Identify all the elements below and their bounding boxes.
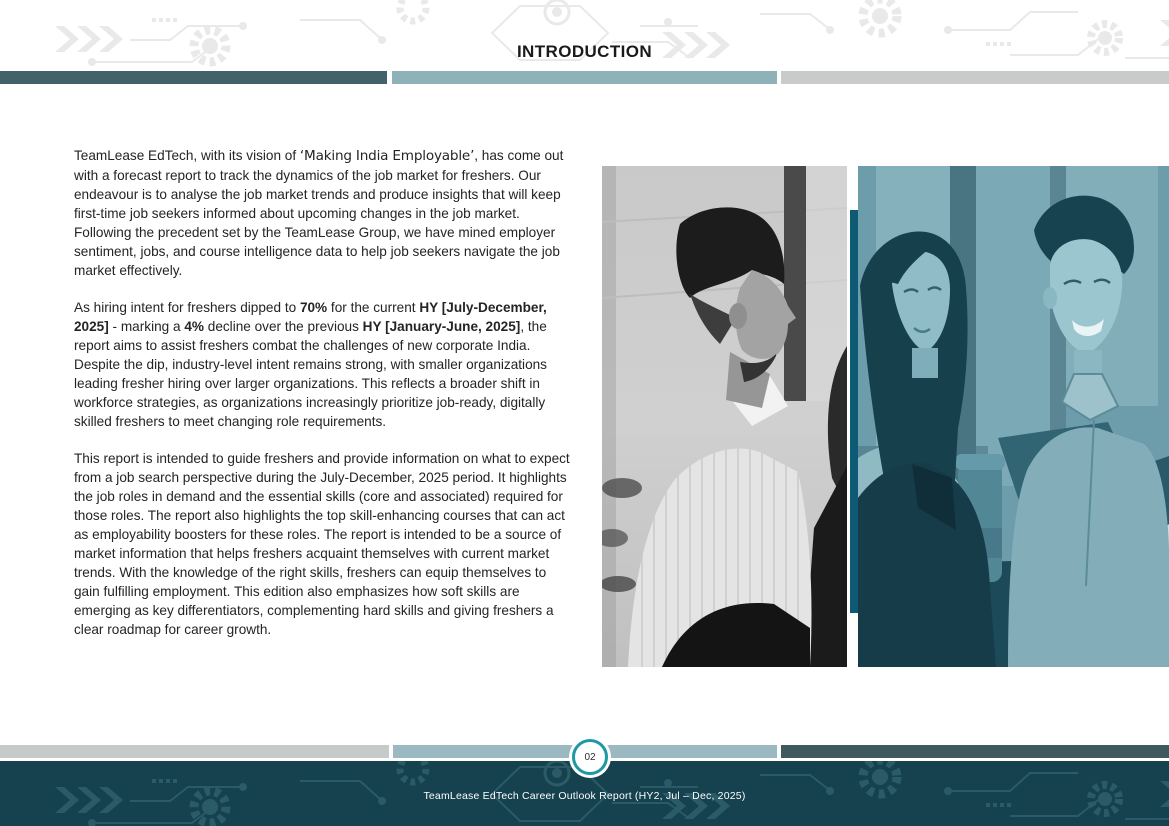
page-number: 02 bbox=[584, 751, 596, 763]
text-run: This report is intended to guide freshers and provide information on what to expect from a job search perspective during the July-December, 2025 period. It highlights the job roles in demand and the essential skills (core and associated) required for those roles. The report also highlights the top skill-enhancing courses that can act as employability boosters for these roles. The report is intended to be a source of market information that helps freshers acquaint themselves with current market trends. With the knowledge of the right skills, freshers can equip themselves to gain fulfilling employment. This edition also emphasizes how soft skills are emerging as key differentiators, complementing hard skills and giving freshers a clear roadmap for career growth. bbox=[74, 451, 570, 637]
page-header bbox=[0, 0, 1169, 70]
divider-top-dark bbox=[0, 71, 387, 84]
intro-paragraph-2 bbox=[74, 298, 570, 431]
text-run: , the report aims to assist freshers combat the challenges of new corporate India. Despite the dip, industry-level intent remains strong, with smaller organizations leading fresher hiring over larger organizations. This reflects a broader shift in workforce strategies, as organizations increasingly prioritize job-ready, digitally skilled freshers to meet changing role requirements. bbox=[74, 319, 547, 429]
text-run: - marking a bbox=[108, 319, 185, 334]
photo-grayscale-professional bbox=[602, 166, 847, 667]
text-run: decline over the previous bbox=[203, 319, 363, 334]
text-run: HY [July-December, 2025] bbox=[74, 300, 547, 334]
divider-bottom-gray bbox=[0, 745, 389, 758]
text-run: TeamLease EdTech, with its vision of bbox=[74, 148, 300, 163]
text-run: 70% bbox=[299, 300, 328, 315]
page-title: INTRODUCTION bbox=[516, 42, 653, 61]
text-run: for the current bbox=[327, 300, 420, 315]
divider-top-teal bbox=[392, 71, 777, 84]
photo-teal-colleagues bbox=[858, 166, 1169, 667]
intro-paragraph-1 bbox=[74, 146, 570, 280]
footer-text: TeamLease EdTech Career Outlook Report (HY2, Jul – Dec, 2025) bbox=[423, 790, 746, 802]
divider-top-gray bbox=[781, 71, 1169, 84]
text-run: 4% bbox=[184, 319, 204, 334]
text-run: As hiring intent for freshers dipped to bbox=[74, 300, 300, 315]
text-run: , has come out with a forecast report to track the dynamics of the job market for freshers. Our endeavour is to analyse the job market trends and produce insights that will keep first-time job seekers informed about upcoming changes in the job market. Following the precedent set by the TeamLease Group, we have mined employer sentiment, jobs, and course intelligence data to help job seekers navigate the job market effectively. bbox=[74, 148, 564, 278]
text-run: ‘Making India Employable’ bbox=[299, 148, 475, 164]
intro-text-block bbox=[74, 146, 570, 657]
page-number-badge bbox=[572, 739, 608, 775]
intro-paragraph-3 bbox=[74, 449, 570, 639]
photo-divider-bar bbox=[850, 210, 858, 613]
divider-bottom-dark bbox=[781, 745, 1169, 758]
text-run: HY [January-June, 2025] bbox=[362, 319, 521, 334]
